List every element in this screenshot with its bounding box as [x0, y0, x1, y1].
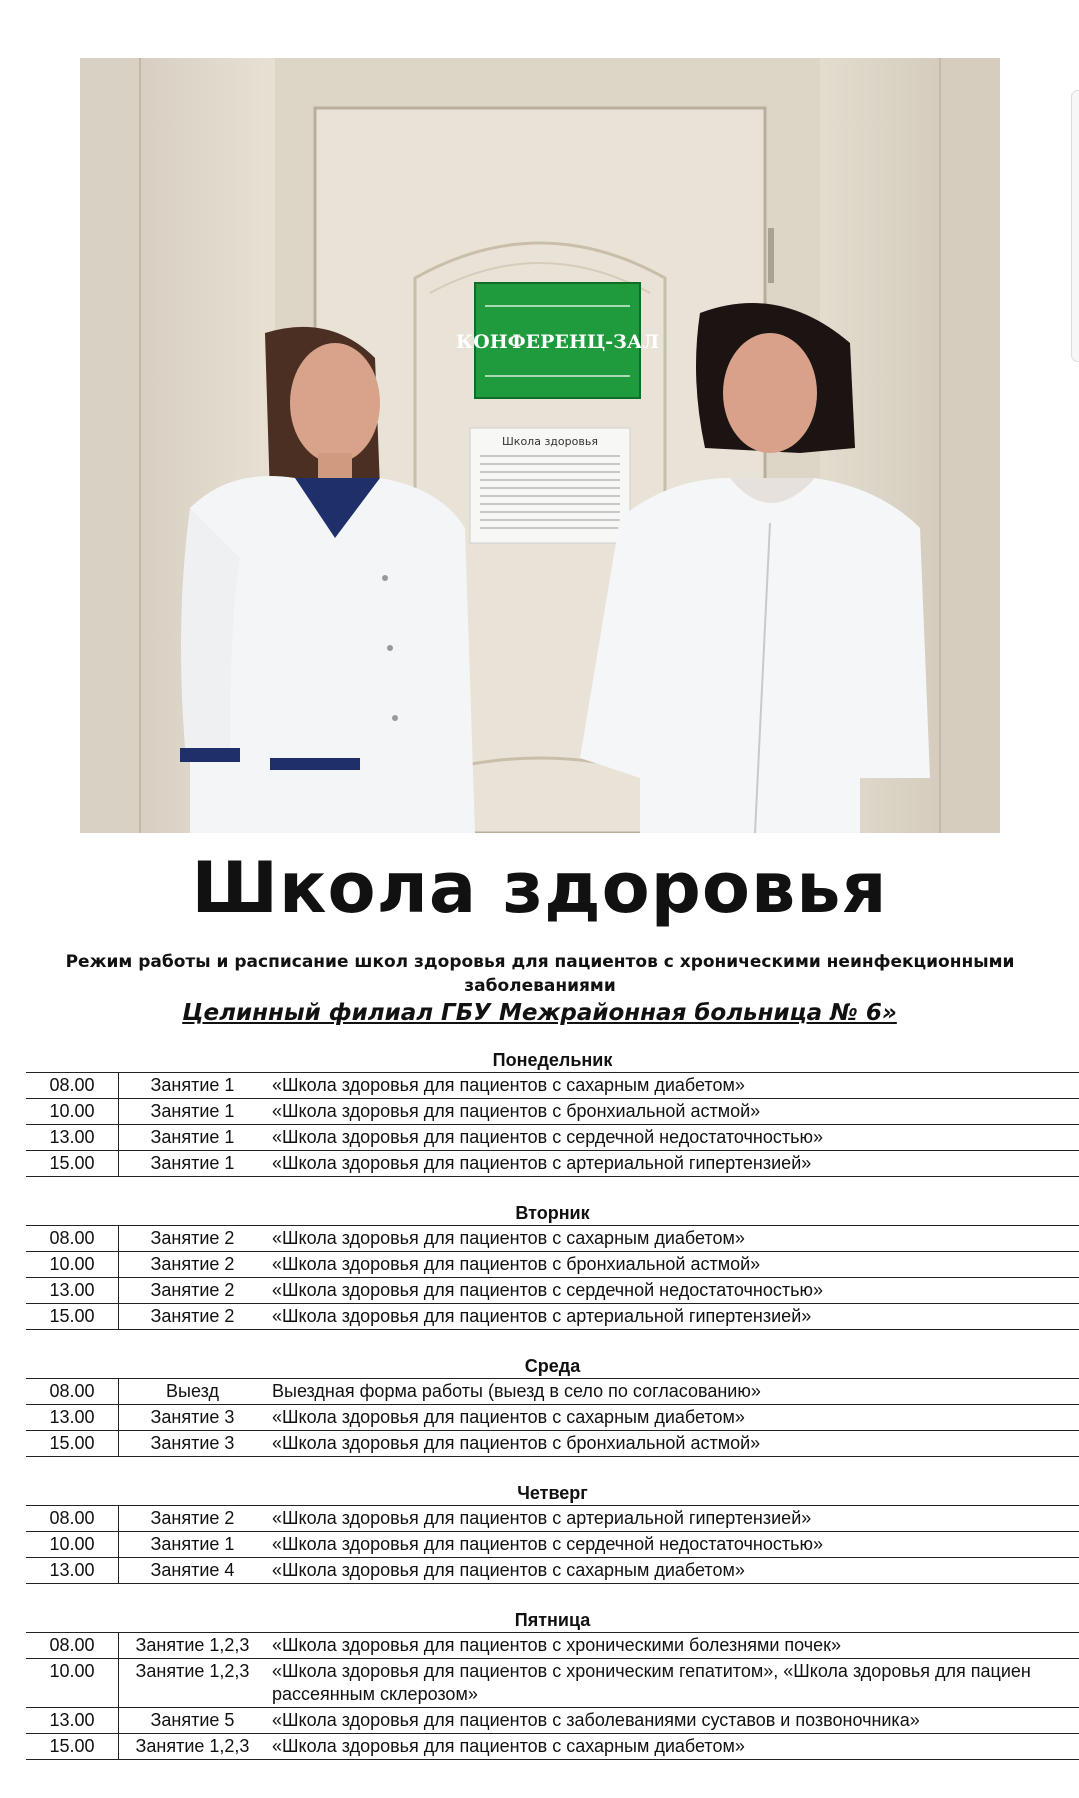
session-description: «Школа здоровья для пациентов с сахарным диабетом» [266, 1558, 1079, 1584]
day-name: Среда [524, 1356, 581, 1376]
day-name: Вторник [515, 1203, 590, 1223]
table-row [26, 1506, 1079, 1532]
table-row [26, 1226, 1079, 1252]
session-lesson: Занятие 1 [119, 1099, 267, 1125]
schedule [26, 1046, 1079, 1782]
session-time: 13.00 [26, 1278, 119, 1304]
day-schedule-table [26, 1072, 1079, 1177]
session-time: 10.00 [26, 1532, 119, 1558]
table-row [26, 1708, 1079, 1734]
session-time: 13.00 [26, 1125, 119, 1151]
day-schedule-table [26, 1225, 1079, 1330]
session-description: Выездная форма работы (выезд в село по согласованию» [266, 1379, 1079, 1405]
session-lesson: Занятие 1 [119, 1125, 267, 1151]
session-description: «Школа здоровья для пациентов с сердечной недостаточностью» [266, 1532, 1079, 1558]
session-time: 10.00 [26, 1659, 119, 1708]
day-name: Пятница [514, 1610, 591, 1630]
table-row [26, 1252, 1079, 1278]
session-time: 15.00 [26, 1431, 119, 1457]
session-lesson: Занятие 3 [119, 1431, 267, 1457]
session-description: «Школа здоровья для пациентов с сахарным диабетом» [266, 1226, 1079, 1252]
session-lesson: Занятие 1,2,3 [119, 1734, 267, 1760]
session-time: 08.00 [26, 1226, 119, 1252]
day-block [26, 1606, 1079, 1760]
session-description: «Школа здоровья для пациентов с хроническим гепатитом», «Школа здоровья для пациен рассеянным склерозом» [266, 1659, 1079, 1708]
table-row [26, 1278, 1079, 1304]
session-lesson: Занятие 1,2,3 [119, 1633, 267, 1659]
session-description: «Школа здоровья для пациентов с сердечной недостаточностью» [266, 1125, 1079, 1151]
session-time: 15.00 [26, 1151, 119, 1177]
table-row [26, 1659, 1079, 1708]
table-row [26, 1304, 1079, 1330]
day-schedule-table [26, 1632, 1079, 1760]
photo-illustration [80, 58, 1000, 833]
table-row [26, 1734, 1079, 1760]
table-row [26, 1405, 1079, 1431]
session-lesson: Занятие 5 [119, 1708, 267, 1734]
table-row [26, 1558, 1079, 1584]
session-time: 15.00 [26, 1734, 119, 1760]
session-description: «Школа здоровья для пациентов с сахарным диабетом» [266, 1073, 1079, 1099]
session-time: 13.00 [26, 1405, 119, 1431]
day-name: Четверг [517, 1483, 588, 1503]
session-lesson: Занятие 1 [119, 1532, 267, 1558]
session-lesson: Занятие 2 [119, 1278, 267, 1304]
session-description: «Школа здоровья для пациентов с бронхиальной астмой» [266, 1431, 1079, 1457]
table-row [26, 1431, 1079, 1457]
day-block [26, 1046, 1079, 1177]
session-description: «Школа здоровья для пациентов с артериальной гипертензией» [266, 1304, 1079, 1330]
table-row [26, 1125, 1079, 1151]
day-block [26, 1352, 1079, 1457]
session-lesson: Занятие 2 [119, 1304, 267, 1330]
table-row [26, 1151, 1079, 1177]
session-lesson: Занятие 1,2,3 [119, 1659, 267, 1708]
day-name: Понедельник [492, 1050, 613, 1070]
session-time: 13.00 [26, 1558, 119, 1584]
table-row [26, 1633, 1079, 1659]
session-time: 13.00 [26, 1708, 119, 1734]
day-block [26, 1479, 1079, 1584]
session-time: 15.00 [26, 1304, 119, 1330]
scroll-handle[interactable] [1071, 90, 1079, 362]
table-row [26, 1379, 1079, 1405]
session-lesson: Занятие 2 [119, 1252, 267, 1278]
session-lesson: Занятие 1 [119, 1151, 267, 1177]
day-schedule-table [26, 1378, 1079, 1457]
session-lesson: Занятие 1 [119, 1073, 267, 1099]
session-time: 08.00 [26, 1379, 119, 1405]
session-time: 10.00 [26, 1099, 119, 1125]
poster-title: Школа здоровья [502, 435, 598, 448]
table-row [26, 1099, 1079, 1125]
branch-name: Целинный филиал ГБУ Межрайонная больница № 6» [182, 1000, 897, 1026]
session-description: «Школа здоровья для пациентов с хроническими болезнями почек» [266, 1633, 1079, 1659]
session-time: 08.00 [26, 1633, 119, 1659]
session-description: «Школа здоровья для пациентов с бронхиальной астмой» [266, 1099, 1079, 1125]
day-schedule-table [26, 1505, 1079, 1584]
session-lesson: Занятие 2 [119, 1506, 267, 1532]
session-description: «Школа здоровья для пациентов с артериальной гипертензией» [266, 1506, 1079, 1532]
staff-photo [80, 58, 1000, 833]
session-time: 08.00 [26, 1073, 119, 1099]
day-block [26, 1199, 1079, 1330]
session-time: 08.00 [26, 1506, 119, 1532]
session-description: «Школа здоровья для пациентов с сердечной недостаточностью» [266, 1278, 1079, 1304]
session-description: «Школа здоровья для пациентов с бронхиальной астмой» [266, 1252, 1079, 1278]
sign-text: КОНФЕРЕНЦ-ЗАЛ [455, 331, 660, 353]
page-subtitle: Режим работы и расписание школ здоровья для пациентов с хроническими неинфекционными заболеваниями [65, 952, 1015, 996]
session-lesson: Выезд [119, 1379, 267, 1405]
session-time: 10.00 [26, 1252, 119, 1278]
page-title: Школа здоровья [191, 847, 888, 929]
session-description: «Школа здоровья для пациентов с артериальной гипертензией» [266, 1151, 1079, 1177]
table-row [26, 1532, 1079, 1558]
session-lesson: Занятие 2 [119, 1226, 267, 1252]
session-description: «Школа здоровья для пациентов с заболеваниями суставов и позвоночника» [266, 1708, 1079, 1734]
session-lesson: Занятие 3 [119, 1405, 267, 1431]
table-row [26, 1073, 1079, 1099]
session-description: «Школа здоровья для пациентов с сахарным диабетом» [266, 1405, 1079, 1431]
session-description: «Школа здоровья для пациентов с сахарным диабетом» [266, 1734, 1079, 1760]
session-lesson: Занятие 4 [119, 1558, 267, 1584]
